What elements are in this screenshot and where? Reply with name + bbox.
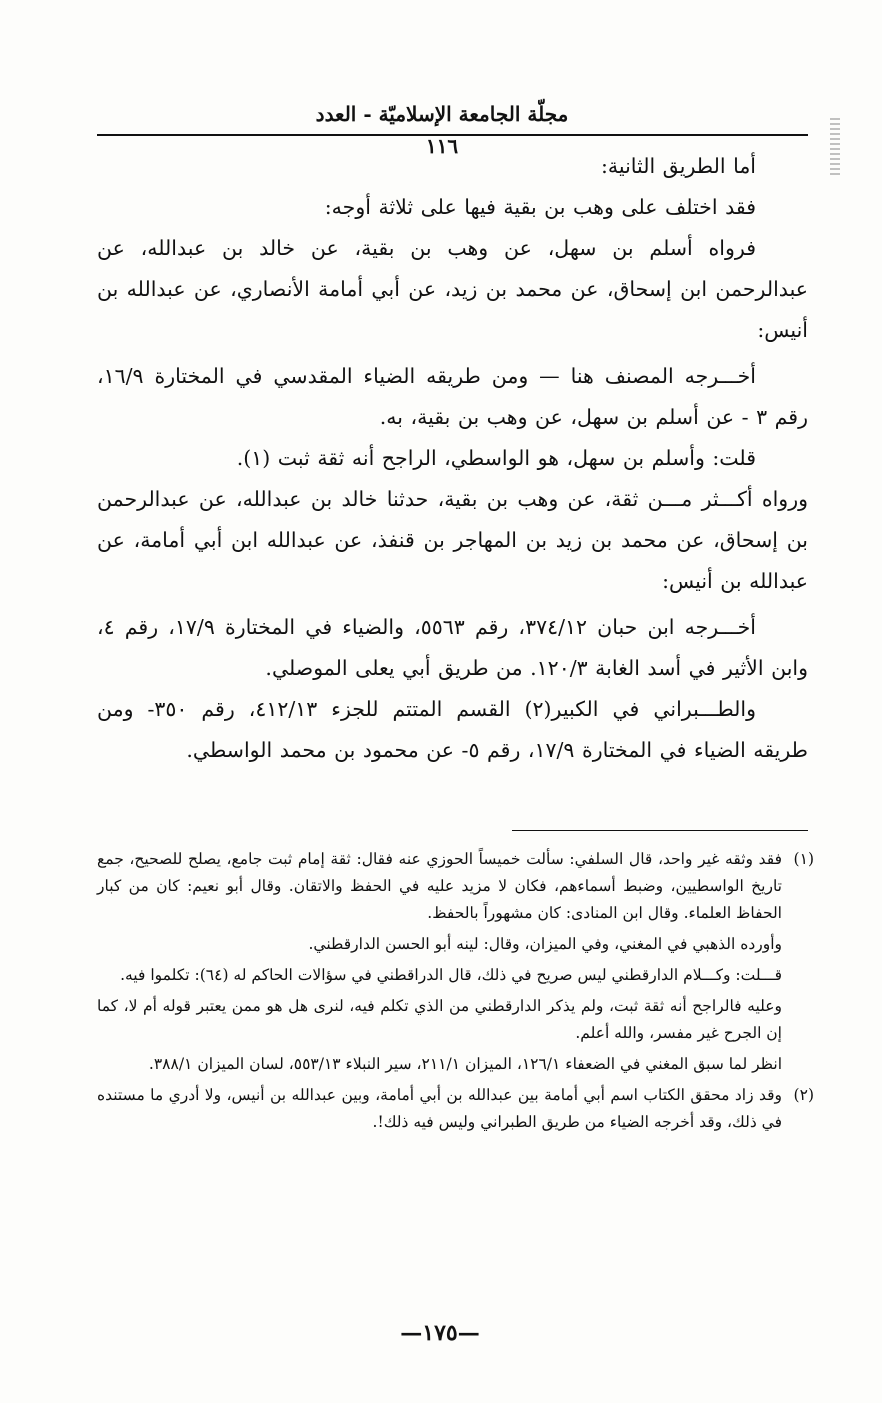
header-rule bbox=[97, 134, 808, 136]
page-number: —١٧٥— bbox=[400, 1320, 480, 1346]
main-text bbox=[97, 146, 808, 771]
paragraph-8: والطـــبراني في الكبير(٢) القسم المتتم للجزء ٤١٢/١٣، رقم ٣٥٠- ومن طريقه الضياء في المختارة ١٧/٩، رقم ٥- عن محمود بن محمد الواسطي. bbox=[97, 697, 808, 762]
paragraph-7: أخـــرجه ابن حبان ٣٧٤/١٢، رقم ٥٥٦٣، والضياء في المختارة ١٧/٩، رقم ٤، وابن الأثير في أسد الغابة ١٢٠/٣. من طريق أبي يعلى الموصلي. bbox=[97, 615, 808, 680]
paragraph-2: فقد اختلف على وهب بن بقية فيها على ثلاثة أوجه: bbox=[324, 195, 756, 219]
footnote-1-number: (١) bbox=[793, 850, 814, 868]
footnote-2-number: (٢) bbox=[793, 1086, 814, 1104]
footnote-1-text: فقد وثقه غير واحد، قال السلفي: سألت خميساً الحوزي عنه فقال: ثقة إمام ثبت جامع، يصلح للصحيح، جمع تاريخ الواسطيين، وضبط أسماءهم، فكان لا مزيد عليه في الحفظ والاتقان. وقال أبو نعيم: كان من كبار الحفاظ العلماء. وقال ابن المنادى: كان مشهوراً بالحفظ. bbox=[97, 850, 782, 922]
footnote-1-sub-2: قـــلت: وكـــلام الدارقطني ليس صريح في ذلك، قال الدراقطني في سؤالات الحاكم له (٦٤): تكلموا فيه. bbox=[120, 966, 782, 984]
footnote-separator bbox=[512, 830, 808, 831]
margin-scan-mark bbox=[830, 118, 840, 178]
paragraph-1: أما الطريق الثانية: bbox=[601, 154, 756, 178]
footnote-1-sub-3: وعليه فالراجح أنه ثقة ثبت، ولم يذكر الدارقطني من الذي تكلم فيه، لنرى هل هو ممن يعتبر قوله أم لا، كما إن الجرح غير مفسر، والله أعلم. bbox=[97, 997, 782, 1042]
footnote-1 bbox=[97, 846, 814, 927]
footnote-2 bbox=[97, 1082, 814, 1136]
footnotes bbox=[97, 846, 814, 1136]
footnote-1-sub-4: انظر لما سبق المغني في الضعفاء ١٢٦/١، الميزان ٢١١/١، سير النبلاء ٥٥٣/١٣، لسان الميزان ٣٨٨/١. bbox=[148, 1055, 782, 1073]
paragraph-6: ورواه أكـــثر مـــن ثقة، عن وهب بن بقية، حدثنا خالد بن عبدالله، عن عبدالرحمن بن إسحاق، عن محمد بن زيد بن المهاجر بن قنفذ، عن عبدالله ابن أبي أمامة، عن عبدالله بن أنيس: bbox=[97, 487, 808, 593]
footnote-1-sub-1: وأورده الذهبي في المغني، وفي الميزان، وقال: لينه أبو الحسن الدارقطني. bbox=[308, 935, 782, 953]
footnote-2-text: وقد زاد محقق الكتاب اسم أبي أمامة بين عبدالله بن أبي أمامة، وبين عبدالله بن أنيس، ولا أدري ما مستنده في ذلك، وقد أخرجه الضياء من طريق الطبراني وليس فيه ذلك!. bbox=[97, 1086, 782, 1131]
paragraph-5: قلت: وأسلم بن سهل، هو الواسطي، الراجح أنه ثقة ثبت (١). bbox=[236, 446, 756, 470]
paragraph-4: أخـــرجه المصنف هنا — ومن طريقه الضياء المقدسي في المختارة ١٦/٩، رقم ٣ - عن أسلم بن سهل، عن وهب بن بقية، به. bbox=[97, 364, 808, 429]
journal-header-title: مجلّة الجامعة الإسلاميّة - العدد ١١٦ bbox=[315, 102, 569, 158]
paragraph-3: فرواه أسلم بن سهل، عن وهب بن بقية، عن خالد بن عبدالله، عن عبدالرحمن ابن إسحاق، عن محمد بن زيد، عن أبي أمامة الأنصاري، عن عبدالله بن أنيس: bbox=[97, 236, 808, 342]
